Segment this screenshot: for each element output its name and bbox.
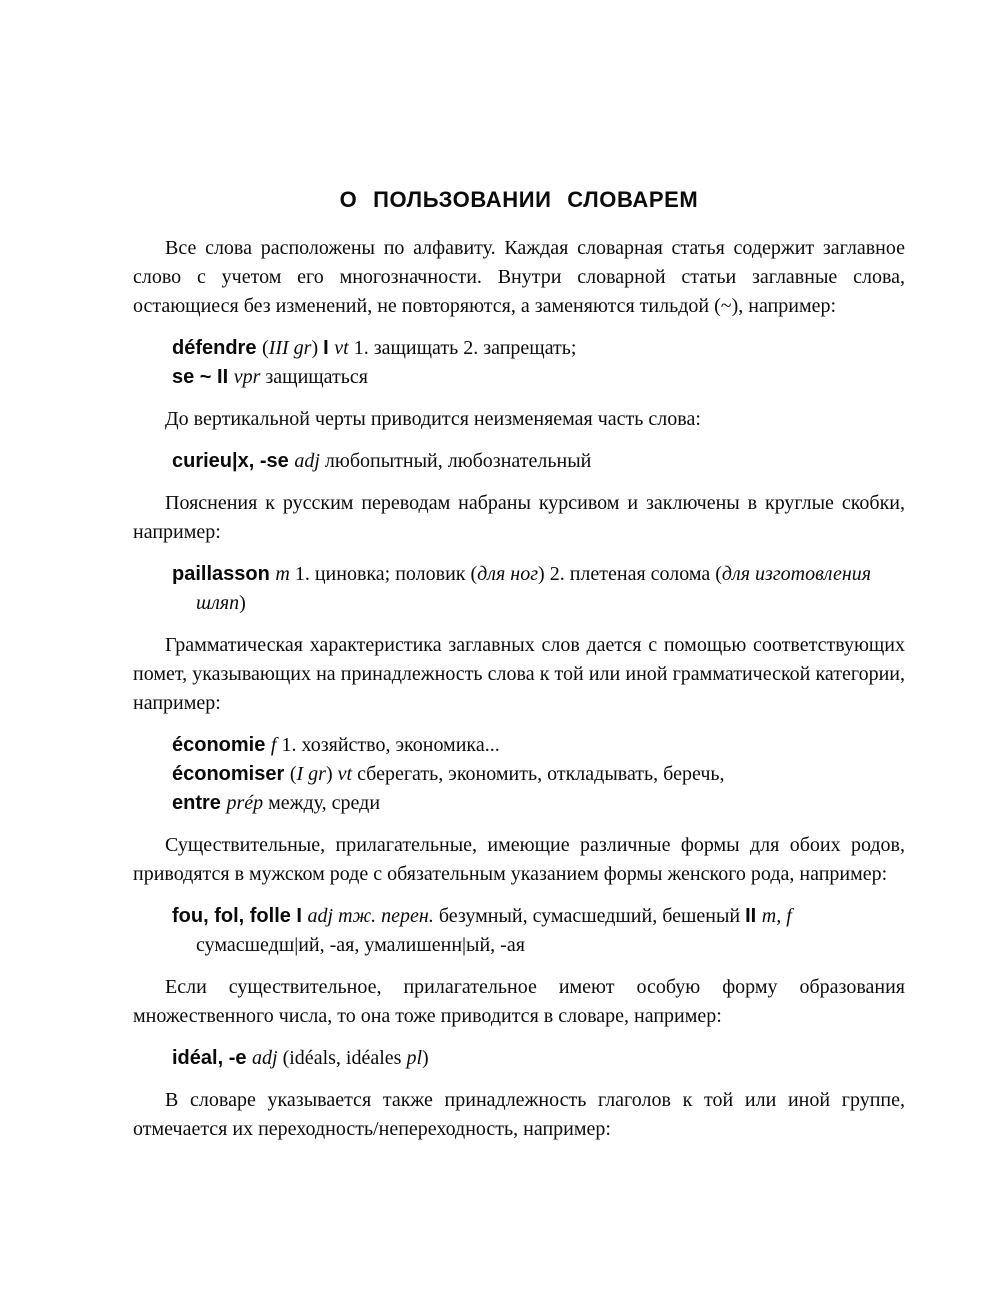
text-segment: I xyxy=(323,337,335,359)
text-segment: 1. защищать 2. запрещать; xyxy=(353,337,577,359)
example-fou xyxy=(172,902,905,960)
text-segment: adj тж. перен. xyxy=(307,905,439,927)
text-segment: (idéals, idéales xyxy=(282,1047,407,1069)
text-segment: prép xyxy=(226,792,269,814)
text-segment: для ног xyxy=(477,563,539,585)
paragraph-italic-explanations: Пояснения к русским переводам набраны курсивом и заключены в круглые скобки, например: xyxy=(133,492,905,543)
text-segment: adj xyxy=(294,450,325,472)
paragraph-vertical-bar: До вертикальной черты приводится неизменяемая часть слова: xyxy=(165,408,701,430)
paragraph-plural-forms: Если существительное, прилагательное имеют особую форму образования множественного числа, то она тоже приводится в словаре, например: xyxy=(133,976,905,1027)
text-segment: любопытный, любознательный xyxy=(324,450,592,472)
example-ideal xyxy=(172,1044,905,1073)
paragraph-alphabet-order: Все слова расположены по алфавиту. Каждая словарная статья содержит заглавное слово с учетом его многозначности. Внутри словарной статьи заглавные слова, остающиеся без изменений, не повторяются, а заменяются тильдой (~), например: xyxy=(133,237,905,317)
text-segment: paillasson xyxy=(172,563,276,585)
example-line-economiser xyxy=(172,760,905,789)
text-segment: безумный, сумасшедший, бешеный xyxy=(438,905,746,927)
example-line-curieux xyxy=(172,447,905,476)
example-line-fou-2 xyxy=(172,931,905,960)
text-segment: vt xyxy=(337,763,358,785)
text-segment: adj xyxy=(252,1047,283,1069)
text-segment: défendre xyxy=(172,337,263,359)
example-line-economie xyxy=(172,731,905,760)
text-segment: защищаться xyxy=(265,366,368,388)
text-segment: между, среди xyxy=(268,792,381,814)
example-line-paillasson-2 xyxy=(172,589,905,618)
example-line-entre xyxy=(172,789,905,818)
text-segment: I gr xyxy=(296,763,326,785)
text-segment: сберегать, экономить, откладывать, беречь, xyxy=(357,763,725,785)
example-line-fou-1 xyxy=(172,902,905,931)
text-segment: ) 2. плетеная солома ( xyxy=(538,563,722,585)
example-line-defendre-1 xyxy=(172,334,905,363)
example-curieux xyxy=(172,447,905,476)
page-title: О ПОЛЬЗОВАНИИ СЛОВАРЕМ xyxy=(339,187,699,212)
dictionary-usage-page xyxy=(133,188,905,1144)
text-segment: vt xyxy=(334,337,354,359)
example-line-defendre-2 xyxy=(172,363,905,392)
text-segment: 1. циновка; половик ( xyxy=(294,563,478,585)
text-segment: для изготовления xyxy=(721,563,872,585)
paragraph-grammar-marks: Грамматическая характеристика заглавных слов дается с помощью соответствующих помет, указывающих на принадлежность слова к той или иной грамматической категории, например: xyxy=(133,634,905,714)
example-grammar-marks xyxy=(172,731,905,818)
text-segment: entre xyxy=(172,792,227,814)
text-segment: économie xyxy=(172,734,271,756)
text-segment: économiser xyxy=(172,763,290,785)
text-segment: pl xyxy=(406,1047,422,1069)
text-segment: шляп xyxy=(196,592,240,614)
text-segment: ) xyxy=(311,337,324,359)
text-segment: ) xyxy=(325,763,338,785)
text-segment: II xyxy=(745,905,762,927)
text-segment: f xyxy=(270,734,282,756)
text-segment: idéal, -e xyxy=(172,1047,253,1069)
example-line-paillasson-1 xyxy=(172,560,905,589)
example-line-ideal xyxy=(172,1044,905,1073)
text-segment: ) xyxy=(422,1047,429,1069)
text-segment: se ~ II xyxy=(172,366,234,388)
text-segment: ( xyxy=(262,337,269,359)
text-segment: сумасшедш|ий, -ая, умалишенн|ый, -ая xyxy=(196,934,525,956)
text-segment: curieu|x, -se xyxy=(172,450,295,472)
example-paillasson xyxy=(172,560,905,618)
paragraph-gender-forms: Существительные, прилагательные, имеющие различные формы для обоих родов, приводятся в мужском роде с обязательным указанием формы женского рода, например: xyxy=(133,834,905,885)
text-segment: 1. хозяйство, экономика... xyxy=(281,734,500,756)
text-segment: III gr xyxy=(268,337,312,359)
text-segment: vpr xyxy=(233,366,266,388)
text-segment: m, f xyxy=(761,905,792,927)
text-segment: ( xyxy=(289,763,297,785)
text-segment: m xyxy=(275,563,295,585)
example-defendre xyxy=(172,334,905,392)
text-segment: fou, fol, folle I xyxy=(172,905,308,927)
paragraph-verb-groups: В словаре указывается также принадлежность глаголов к той или иной группе, отмечается их переходность/непереходность, например: xyxy=(133,1089,905,1140)
text-segment: ) xyxy=(239,592,246,614)
